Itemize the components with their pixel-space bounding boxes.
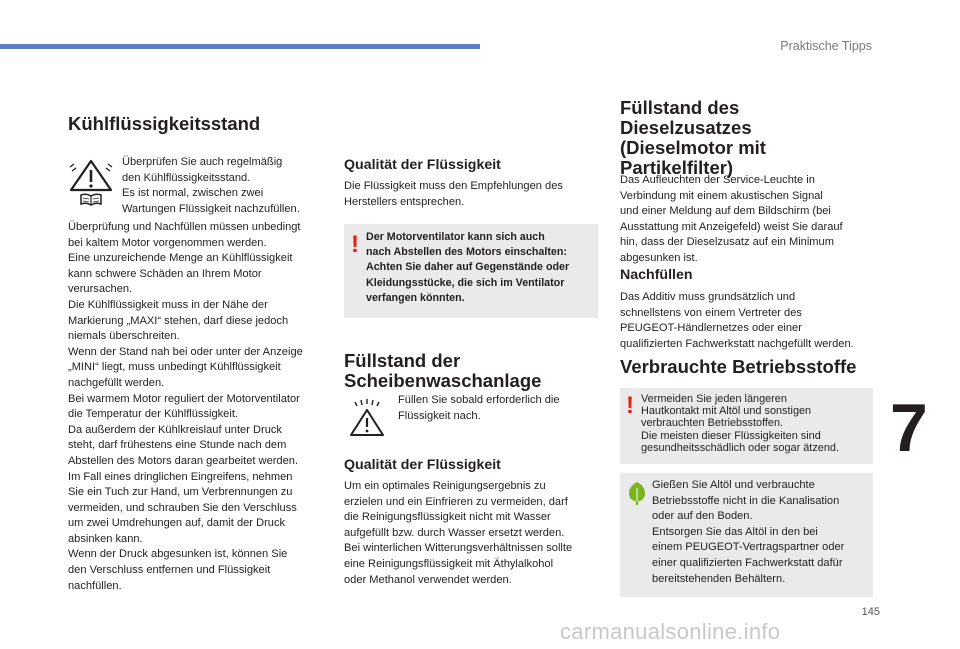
text-line: oder Methanol verwendet werden. <box>344 573 512 586</box>
text-line: nach Abstellen des Motors einschalten: <box>366 246 567 259</box>
text-line: Markierung „MAXI“ stehen, darf diese jedoch <box>68 314 289 327</box>
text-line: Abstellen des Motors daran gearbeitet werden. <box>68 454 299 467</box>
text-line: verursachen. <box>68 283 133 296</box>
text-line: PEUGEOT-Händlernetzes oder einer <box>620 322 802 335</box>
skin-contact-warning-text <box>641 393 869 454</box>
refill-text <box>620 290 880 352</box>
text-line: Die meisten dieser Flüssigkeiten sind <box>641 429 821 442</box>
text-line: den Kühlflüssigkeitsstand. <box>122 171 251 184</box>
fluid-quality-heading: Qualität der Flüssigkeit <box>344 157 501 173</box>
text-line: eine Reinigungsflüssigkeit mit Äthylalkohol <box>344 557 554 570</box>
text-line: Da außerdem der Kühlkreislauf unter Druck <box>68 423 282 436</box>
hazard-book-icon <box>68 158 114 206</box>
fluid-quality-text <box>344 179 594 210</box>
diesel-additive-text <box>620 173 870 267</box>
text-line: Die Kühlflüssigkeit muss in der Nähe der <box>68 298 268 311</box>
fan-warning-text <box>366 230 594 306</box>
washer-quality-text <box>344 479 600 588</box>
text-line: Wenn der Druck abgesunken ist, können Sie <box>68 548 288 561</box>
top-accent-bar <box>0 44 480 49</box>
text-line: „MINI“ liegt, muss unbedingt Kühlflüssigkeit <box>68 361 281 374</box>
text-line: den Verschluss entfernen und Flüssigkeit <box>68 564 271 577</box>
section-header: Praktische Tipps <box>780 39 872 53</box>
text-line: Herstellers entsprechen. <box>344 195 465 208</box>
text-line: die Reinigungsflüssigkeit nicht mit Wasser <box>344 511 551 524</box>
text-line: verbrauchten Betriebsstoffen. <box>641 417 784 430</box>
text-line: oder auf den Boden. <box>652 510 753 523</box>
text-line: um zwei Umdrehungen auf, damit der Druck <box>68 517 286 530</box>
text-line: erzielen und ein Einfrieren zu vermeiden, darf <box>344 495 568 508</box>
text-line: einer qualifizierten Fachwerkstatt dafür <box>652 556 843 569</box>
text-line: schnellstens von einem Vertreter des <box>620 306 802 319</box>
text-line: Eine unzureichende Menge an Kühlflüssigkeit <box>68 252 293 265</box>
refill-heading: Nachfüllen <box>620 267 693 283</box>
used-fluids-title: Verbrauchte Betriebsstoffe <box>620 356 857 377</box>
washer-text <box>398 393 598 424</box>
text-line: Wenn der Stand nah bei oder unter der Anzeige <box>68 345 303 358</box>
text-line: Partikelfilter) <box>620 157 734 178</box>
eco-disposal-box <box>620 473 873 597</box>
warning-exclamation-icon: ! <box>351 231 359 258</box>
text-line: Die Flüssigkeit muss den Empfehlungen des <box>344 180 563 192</box>
text-line: Hautkontakt mit Altöl und sonstigen <box>641 405 812 418</box>
text-line: vermeiden, und schrauben Sie den Verschluss <box>68 501 297 514</box>
text-line: aufgefüllt bzw. durch Wasser ersetzt werden. <box>344 526 565 539</box>
text-line: Scheibenwaschanlage <box>344 370 542 391</box>
text-line: Gießen Sie Altöl und verbrauchte <box>652 479 815 491</box>
skin-contact-warning-box <box>620 388 873 464</box>
text-line: niemals überschreiten. <box>68 330 180 343</box>
chapter-number: 7 <box>890 390 928 466</box>
text-line: Dieselzusatzes <box>620 117 752 138</box>
text-line: steht, darf frühestens eine Stunde nach dem <box>68 439 287 452</box>
diesel-additive-title <box>620 98 860 178</box>
text-line: nachgefüllt werden. <box>68 376 165 389</box>
washer-fluid-icon <box>348 398 386 438</box>
text-line: qualifizierten Fachwerkstatt nachgefüllt werden. <box>620 337 854 350</box>
text-line: Im Fall eines dringlichen Eingreifens, nehmen <box>68 470 293 483</box>
text-line: die Temperatur der Kühlflüssigkeit. <box>68 408 238 421</box>
text-line: Sie ein Tuch zur Hand, um Verbrennungen zu <box>68 486 293 499</box>
text-line: Ausstattung mit Anzeigefeld) weist Sie darauf <box>620 220 843 233</box>
text-line: Füllstand des <box>620 97 740 118</box>
text-line: Der Motorventilator kann sich auch <box>366 231 545 243</box>
page-number: 145 <box>861 606 880 618</box>
text-line: Betriebsstoffe nicht in die Kanalisation <box>652 494 840 507</box>
text-line: hin, dass der Dieselzusatz auf ein Minimum <box>620 236 834 249</box>
watermark: carmanualsonline.info <box>560 619 781 644</box>
text-line: Achten Sie daher auf Gegenstände oder <box>366 261 570 274</box>
text-line: Verbindung mit einem akustischen Signal <box>620 189 823 202</box>
coolant-body-text <box>68 220 330 594</box>
warning-exclamation-icon: ! <box>626 392 634 419</box>
text-line: Um ein optimales Reinigungsergebnis zu <box>344 480 546 492</box>
washer-level-title <box>344 351 594 391</box>
text-line: verfangen könnten. <box>366 291 465 304</box>
text-line: einem PEUGEOT-Vertragspartner oder <box>652 541 845 554</box>
text-line: Bei winterlichen Witterungsverhältnissen sollte <box>344 542 573 555</box>
text-line: bei kaltem Motor vorgenommen werden. <box>68 236 267 249</box>
text-line: Entsorgen Sie das Altöl in den bei <box>652 525 818 538</box>
fan-warning-box <box>344 224 598 318</box>
coolant-level-title: Kühlflüssigkeitsstand <box>68 113 261 134</box>
text-line: Flüssigkeit nach. <box>398 409 481 422</box>
text-line: Vermeiden Sie jeden längeren <box>641 393 787 405</box>
text-line: Kleidungsstücke, die sich im Ventilator <box>366 276 565 289</box>
text-line: Das Additiv muss grundsätzlich und <box>620 291 796 303</box>
text-line: Das Aufleuchten der Service-Leuchte in <box>620 174 815 186</box>
text-line: absinken kann. <box>68 532 143 545</box>
text-line: kann schwere Schäden an Ihrem Motor <box>68 267 262 280</box>
text-line: Bei warmem Motor reguliert der Motorventilator <box>68 392 300 405</box>
coolant-intro-text <box>122 155 327 217</box>
text-line: nachfüllen. <box>68 579 122 592</box>
text-line: bereitstehenden Behältern. <box>652 572 786 585</box>
text-line: und einer Meldung auf dem Bildschirm (bei <box>620 205 831 218</box>
text-line: (Dieselmotor mit <box>620 137 766 158</box>
text-line: Überprüfen Sie auch regelmäßig <box>122 156 283 168</box>
text-line: Es ist normal, zwischen zwei <box>122 187 264 200</box>
text-line: Füllstand der <box>344 350 461 371</box>
text-line: Füllen Sie sobald erforderlich die <box>398 394 560 406</box>
washer-quality-heading: Qualität der Flüssigkeit <box>344 457 501 473</box>
leaf-icon <box>625 480 649 506</box>
text-line: gesundheitsschädlich oder sogar ätzend. <box>641 441 839 454</box>
text-line: Überprüfung und Nachfüllen müssen unbedingt <box>68 221 301 233</box>
eco-disposal-text <box>652 478 870 587</box>
text-line: abgesunken ist. <box>620 251 698 264</box>
text-line: Wartungen Flüssigkeit nachzufüllen. <box>122 202 300 215</box>
